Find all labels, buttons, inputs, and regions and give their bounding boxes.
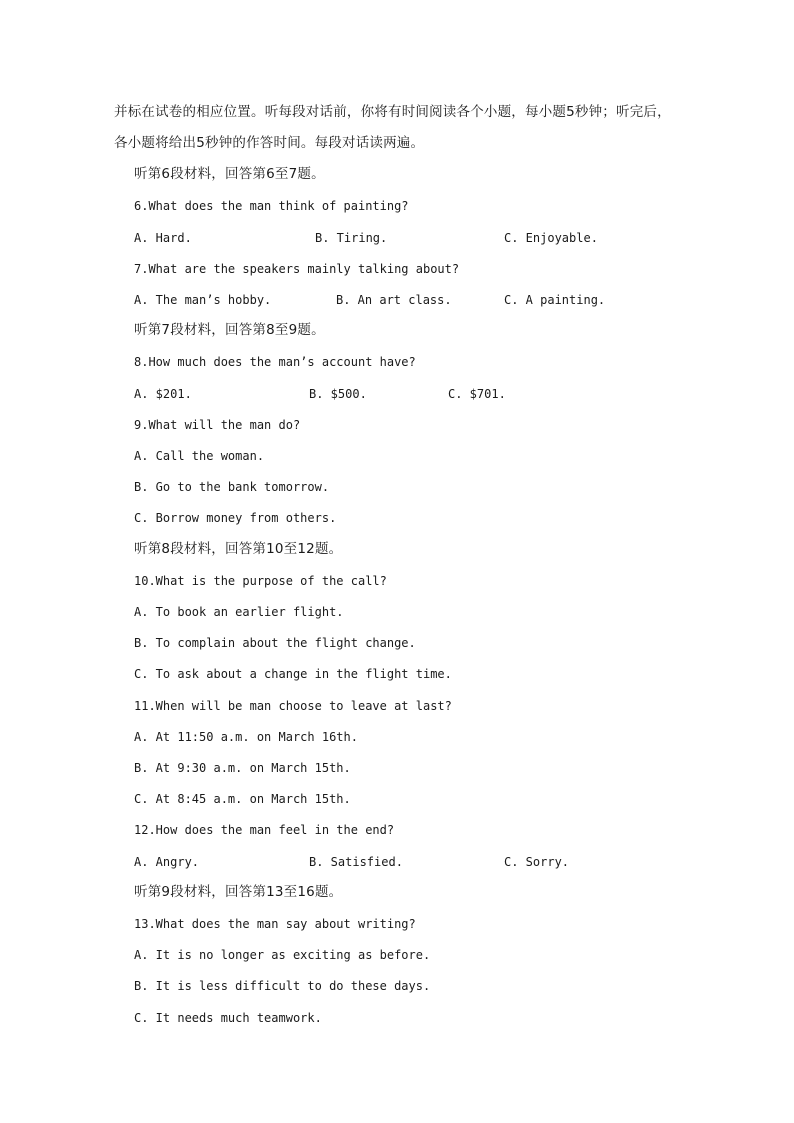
question-6-option-c: C. Enjoyable. xyxy=(504,231,598,245)
question-8-option-c: C. $701. xyxy=(448,387,506,401)
intro-line-2: 各小题将给出5秒钟的作答时间。每段对话读两遍。 xyxy=(114,135,425,151)
question-6-option-b: B. Tiring. xyxy=(315,231,388,245)
section-heading-9: 听第9段材料，回答第13至16题。 xyxy=(134,884,343,900)
question-7-option-c: C. A painting. xyxy=(504,293,606,307)
question-13-stem: 13.What does the man say about writing? xyxy=(134,917,416,931)
question-12-option-a: A. Angry. xyxy=(134,855,200,869)
question-11-option-a: A. At 11:50 a.m. on March 16th. xyxy=(134,730,358,744)
question-10-option-b: B. To complain about the flight change. xyxy=(134,636,416,650)
question-9-option-c: C. Borrow money from others. xyxy=(134,511,337,525)
question-11-stem: 11.When will be man choose to leave at last? xyxy=(134,699,452,713)
question-10-option-c: C. To ask about a change in the flight time. xyxy=(134,667,452,681)
question-12-stem: 12.How does the man feel in the end? xyxy=(134,823,395,837)
question-11-option-c: C. At 8:45 a.m. on March 15th. xyxy=(134,792,351,806)
question-7-option-b: B. An art class. xyxy=(336,293,452,307)
question-13-option-b: B. It is less difficult to do these days. xyxy=(134,979,431,993)
section-heading-7: 听第7段材料，回答第8至9题。 xyxy=(134,322,325,338)
question-13-option-c: C. It needs much teamwork. xyxy=(134,1011,322,1025)
question-6-stem: 6.What does the man think of painting? xyxy=(134,199,409,213)
question-13-option-a: A. It is no longer as exciting as before. xyxy=(134,948,431,962)
question-10-stem: 10.What is the purpose of the call? xyxy=(134,574,387,588)
intro-line-1: 并标在试卷的相应位置。听每段对话前，你将有时间阅读各个小题，每小题5秒钟；听完后， xyxy=(114,104,671,120)
section-heading-6: 听第6段材料，回答第6至7题。 xyxy=(134,166,325,182)
question-12-option-c: C. Sorry. xyxy=(504,855,570,869)
question-10-option-a: A. To book an earlier flight. xyxy=(134,605,344,619)
question-12-option-b: B. Satisfied. xyxy=(309,855,403,869)
question-8-option-b: B. $500. xyxy=(309,387,367,401)
question-9-option-b: B. Go to the bank tomorrow. xyxy=(134,480,330,494)
question-6-option-a: A. Hard. xyxy=(134,231,192,245)
section-heading-8: 听第8段材料，回答第10至12题。 xyxy=(134,541,343,557)
question-8-stem: 8.How much does the man’s account have? xyxy=(134,355,416,369)
question-9-option-a: A. Call the woman. xyxy=(134,449,265,463)
question-7-stem: 7.What are the speakers mainly talking about? xyxy=(134,262,460,276)
question-9-stem: 9.What will the man do? xyxy=(134,418,301,432)
question-8-option-a: A. $201. xyxy=(134,387,192,401)
question-11-option-b: B. At 9:30 a.m. on March 15th. xyxy=(134,761,351,775)
question-7-option-a: A. The man’s hobby. xyxy=(134,293,272,307)
